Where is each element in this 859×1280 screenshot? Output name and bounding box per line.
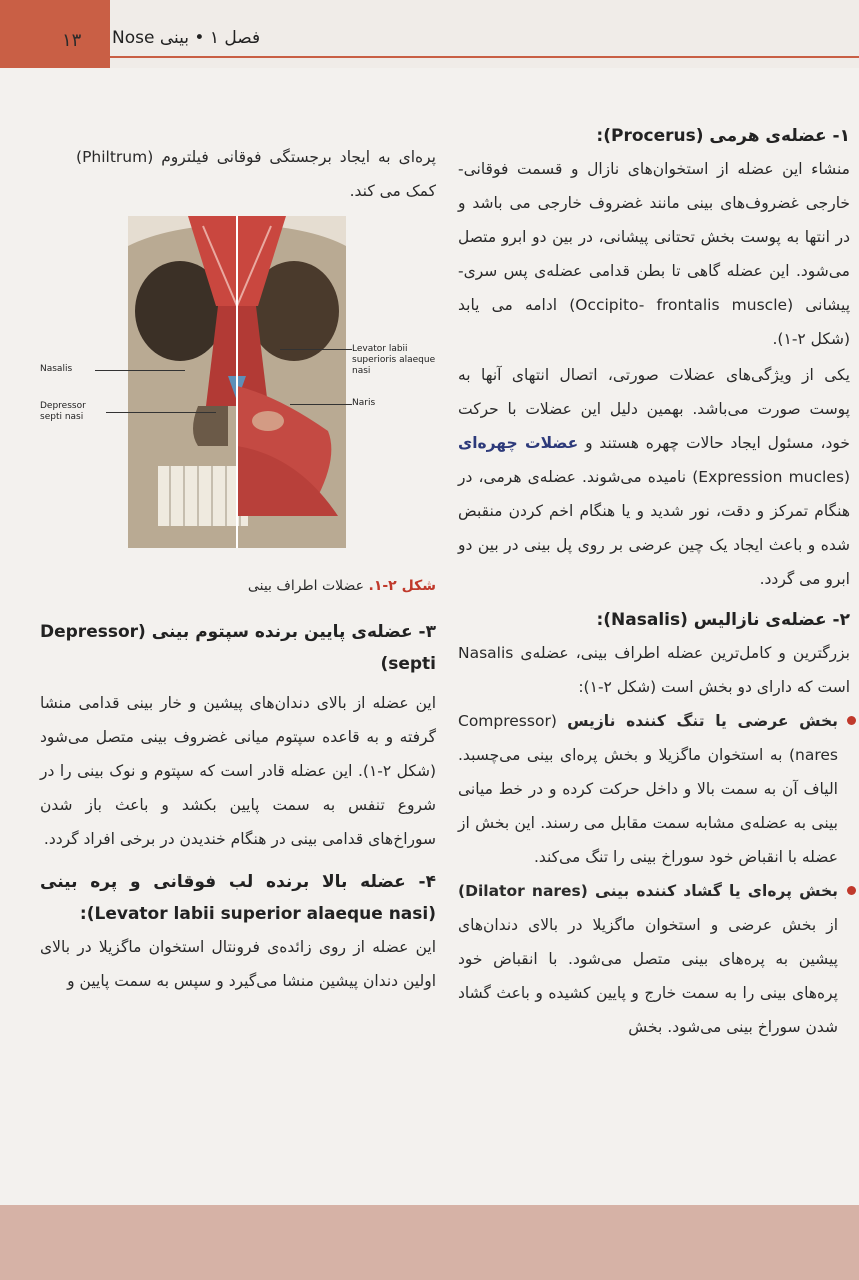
label-naris: Naris [352, 398, 376, 408]
right-column [458, 120, 850, 1044]
caption-number: شکل ۲-۱. [368, 578, 436, 594]
section-procerus-paragraph-1: منشاء این عضله از استخوان‌های نازال و قسمت فوقانی- خارجی غضروف‌های بینی مانند غضروف خارجی می باشد و در انتها به پوست بخش تحتانی پیشانی، در بین دو ابرو متصل می‌شود. این عضله گاهی تا بطن قدامی عضله‌ی پس سری- پیشانی (Occipito- frontalis muscle) ادامه می یابد (شکل ۲-۱). [458, 160, 851, 348]
left-column [40, 140, 436, 998]
bullet-text: (Compressor nares) به استخوان ماگزیلا و بخش پره‌ای بینی می‌چسبد. الیاف آن به سمت بالا و داخل حرکت کرده و در خط میانی بینی به عضله‌ی مشابه سمت مقابل می رسند. این بخش از عضله با انقباض خود سوراخ بینی را تنگ می‌کند. [458, 712, 838, 866]
section-procerus-paragraph-2 [458, 358, 850, 596]
section-depressor-title: ۳- عضله‌ی پایین برنده سپتوم بینی (Depressor septi) [40, 622, 436, 674]
bullet-compressor-nares [458, 704, 850, 874]
leader-line [290, 404, 352, 405]
bullet-text: از بخش عرضی و استخوان ماگزیلا در بالای دندان‌های پیشین به پره‌های بینی متصل می‌شود. با انقباض خود پره‌های بینی را به سمت خارج و پایین کشیده و باعث گشاد شدن سوراخ بینی می‌شود. بخش [458, 916, 838, 1036]
header-accent-block [0, 0, 110, 68]
label-nasalis: Nasalis [40, 364, 73, 374]
header-divider [110, 56, 859, 58]
leader-line [280, 349, 352, 350]
section-levator-title: ۴- عضله بالا برنده لب فوقانی و پره بینی (Levator labii superior alaeque nasi): [40, 872, 436, 924]
expression-muscles-term: عضلات چهره‌ای [458, 434, 579, 452]
bullet-dilator-nares [458, 874, 850, 1044]
leader-line [106, 412, 216, 413]
skull-muscle-drawing [128, 216, 346, 548]
chapter-title: فصل ۱ • بینی Nose [112, 28, 261, 48]
bullet-title: بخش پره‌ای یا گشاد کننده بینی (Dilator nares) [458, 882, 838, 900]
bullet-title: بخش عرضی یا تنگ کننده نازیس [567, 712, 838, 730]
figure-caption [40, 576, 436, 596]
leader-line [95, 370, 185, 371]
section-nasalis-paragraph: بزرگترین و کامل‌ترین عضله اطراف بینی، عضله‌ی Nasalis است که دارای دو بخش است (شکل ۲-۱): [458, 644, 850, 696]
caption-text: عضلات اطراف بینی [247, 578, 365, 594]
label-depressor-septi: Depressor septi nasi [40, 401, 86, 422]
figure-2-1 [40, 216, 436, 616]
page-number: ۱۳ [62, 30, 82, 51]
paragraph-text: (Expression mucles) نامیده می‌شوند. عضله‌ی هرمی، در هنگام تمرکز و دقت، نور شدید و یا هنگام اخم کردن منقبض شده و باعث ایجاد یک چین عرضی بر روی پل بینی در بین دو ابرو می گردد. [458, 468, 850, 588]
section-nasalis-title: ۲- عضله‌ی نازالیس (Nasalis): [596, 610, 850, 630]
section-depressor-paragraph: این عضله از بالای دندان‌های پیشین و خار بینی قدامی منشا گرفته و به قاعده سپتوم میانی غضروف بینی متصل می‌شود (شکل ۲-۱). این عضله قادر است که سپتوم و نوک بینی را در شروع تنفس به سمت پایین بکشد و باعث باز شدن سوراخ‌های قدامی بینی در هنگام خندیدن در برخی افراد گردد. [40, 694, 437, 848]
section-levator-paragraph: این عضله از روی زائده‌ی فرونتال استخوان ماگزیلا در بالای اولین دندان پیشین منشا می‌گیرد و سپس به سمت پایین و [40, 938, 436, 990]
paragraph-text: یکی از ویژگی‌های عضلات صورتی، اتصال انتهای آنها به پوست صورت می‌باشد. بهمین دلیل این عضلات با حرکت خود، مسئول ایجاد حالات چهره هستند و [458, 366, 850, 452]
philtrum-paragraph: پره‌ای به ایجاد برجستگی فوقانی فیلتروم (Philtrum) کمک می کند. [76, 148, 436, 200]
label-levator-labii: Levator labii superioris alaeque nasi [352, 344, 436, 376]
section-procerus-title: ۱- عضله‌ی هرمی (Procerus): [596, 126, 850, 146]
anatomy-illustration [128, 216, 346, 548]
